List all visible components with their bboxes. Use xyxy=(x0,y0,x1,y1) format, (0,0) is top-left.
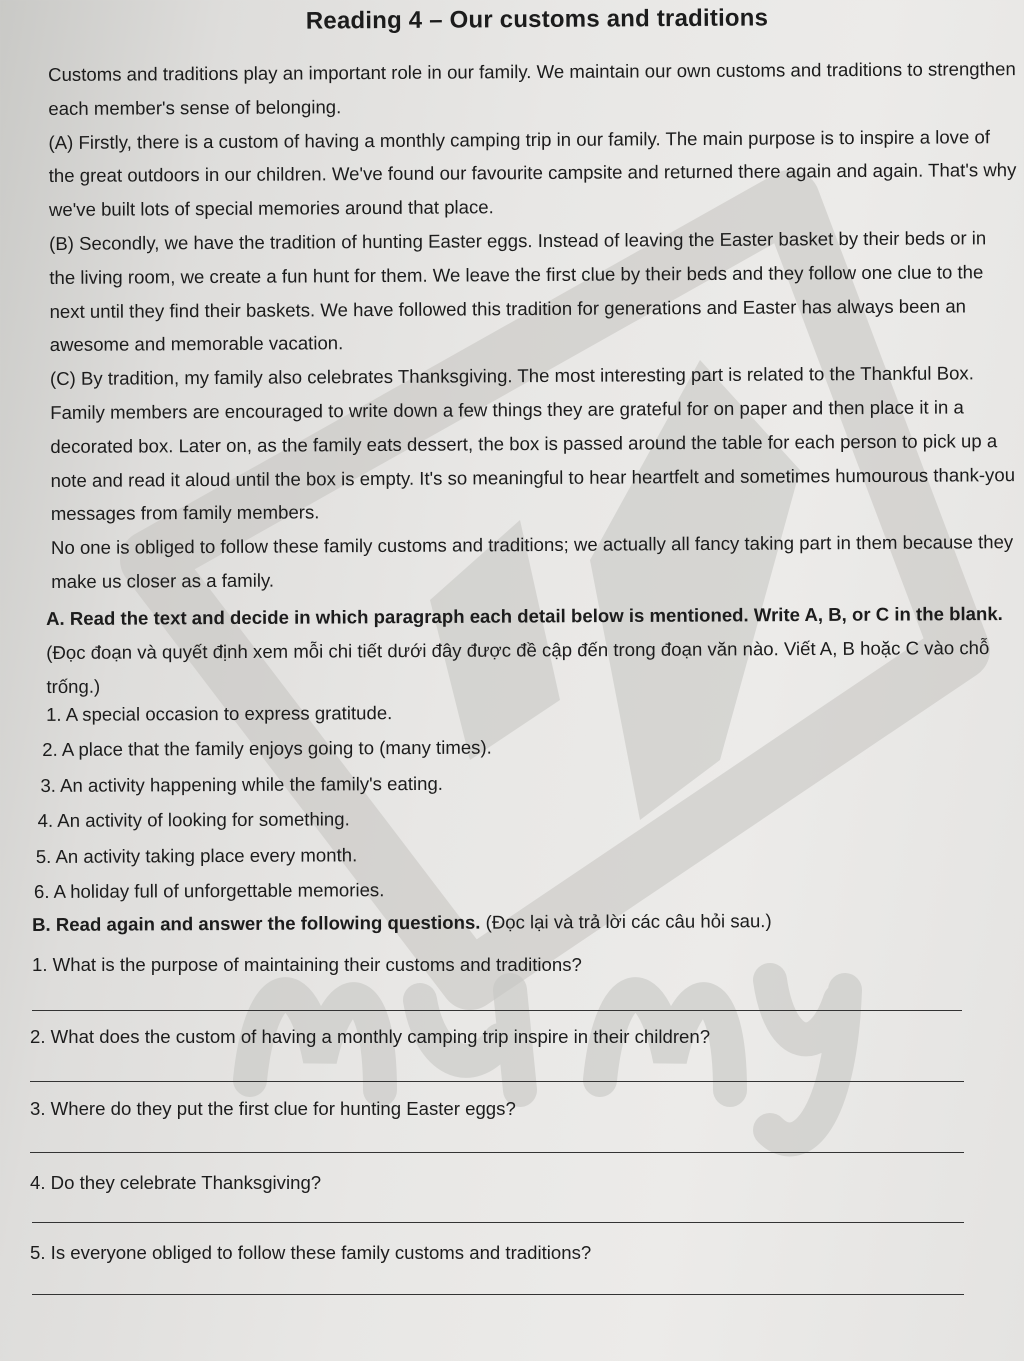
answer-line-1[interactable] xyxy=(32,1010,962,1011)
paragraph-intro: Customs and traditions play an important role in our family. We maintain our own customs and traditions to strengthen each member's sense of belonging. xyxy=(48,58,1016,119)
question-1: 1. What is the purpose of maintaining their customs and traditions? xyxy=(32,954,582,975)
section-a-heading: A. Read the text and decide in which paragraph each detail below is mentioned. Write A, B, or C in the blank. xyxy=(46,602,1003,629)
list-item: 4. An activity of looking for something. xyxy=(37,808,350,831)
section-b-translation: (Đọc lại và trả lời các câu hỏi sau.) xyxy=(485,910,772,933)
question-4: 4. Do they celebrate Thanksgiving? xyxy=(30,1172,322,1193)
section-a-instructions xyxy=(46,597,1017,703)
list-item: 1. A special occasion to express gratitude. xyxy=(45,702,393,725)
reading-passage xyxy=(48,52,1019,599)
paragraph-c: (C) By tradition, my family also celebrates Thanksgiving. The most interesting part is related to the Thankful Box. Family members are encouraged to write down a few things they are grateful for on paper and then place it in a decorated box. Later on, as the family eats dessert, the box is passed around the table for each person to pick up a note and read it aloud until the box is empty. It's so meaningful to hear heartfelt and sometimes humourous thank-you messages from family members. xyxy=(49,362,1016,525)
question-3: 3. Where do they put the first clue for hunting Easter eggs? xyxy=(30,1098,516,1119)
answer-line-2[interactable] xyxy=(30,1081,964,1082)
section-b-heading: B. Read again and answer the following questions. xyxy=(32,911,481,935)
paragraph-conclusion: No one is obliged to follow these family customs and traditions; we actually all fancy taking part in them because they make us closer as a family. xyxy=(50,531,1014,592)
list-item: 6. A holiday full of unforgettable memories. xyxy=(33,879,385,903)
list-item: 3. An activity happening while the family's eating. xyxy=(40,772,444,796)
answer-line-3[interactable] xyxy=(30,1152,964,1153)
paragraph-a: (A) Firstly, there is a custom of having a monthly camping trip in our family. The main purpose is to inspire a love of the great outdoors in our children. We've found our favourite campsite and returned there again and again. That's why we've built lots of special memories around that place. xyxy=(48,125,1017,221)
question-2: 2. What does the custom of having a monthly camping trip inspire in their children? xyxy=(30,1026,711,1047)
question-5: 5. Is everyone obliged to follow these family customs and traditions? xyxy=(30,1242,592,1263)
answer-line-5[interactable] xyxy=(32,1294,964,1295)
section-b-instructions xyxy=(32,910,772,936)
list-item: 5. An activity taking place every month. xyxy=(35,844,358,867)
answer-line-4[interactable] xyxy=(32,1222,964,1223)
page-title: Reading 4 – Our customs and traditions xyxy=(305,4,769,35)
section-a-translation: (Đọc đoạn và quyết định xem mỗi chi tiết dưới đây được đề cập đến trong đoạn văn nào. Viết A, B hoặc C vào chỗ trống.) xyxy=(46,636,990,697)
list-item: 2. A place that the family enjoys going to (many times). xyxy=(42,736,492,760)
paragraph-b: (B) Secondly, we have the tradition of hunting Easter eggs. Instead of leaving the Easter basket by their beds or in the living room, we create a fun hunt for them. We leave the first clue by their beds and they follow one clue to the next until they find their baskets. We have followed this tradition for generations and Easter has always been an awesome and memorable vacation. xyxy=(49,227,987,356)
